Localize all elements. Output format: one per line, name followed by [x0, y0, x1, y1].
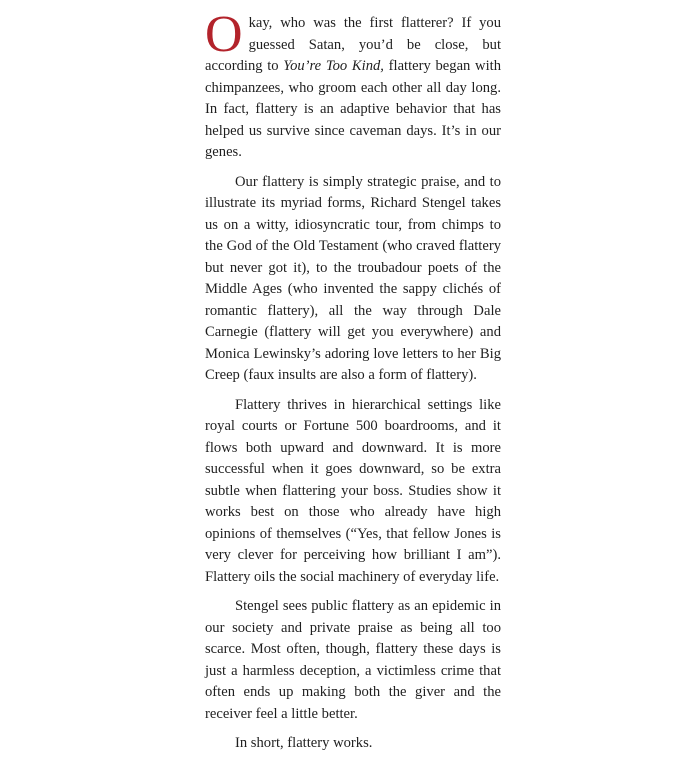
paragraph-5: In short, flattery works. [235, 735, 373, 751]
paragraph-4: Stengel sees public flattery as an epidemic in our society and private praise as being all too scarce. Most often, though, flattery these days is just a harmless deception, a victimless crime that often ends up making both the giver and the receiver feel a little better. [205, 598, 501, 722]
paragraph-1-text-a: kay, who was the first flatterer? If you guessed Satan, you’d be close, but according to [205, 15, 501, 74]
drop-cap: O [205, 6, 243, 63]
paragraph-3: Flattery thrives in hierarchical settings like royal courts or Fortune 500 boardrooms, and it flows both upward and downward. It is more successful when it goes downward, so be extra subtle when flattering your boss. Studies show it works best on those who already have high opinions of themselves (“Yes, that fellow Jones is very clever for perceiving how brilliant I am”). Flattery oils the social machinery of everyday life. [205, 396, 501, 585]
paragraph-2: Our flattery is simply strategic praise, and to illustrate its myriad forms, Richard Stengel takes us on a witty, idiosyncratic tour, from chimps to the God of the Old Testament (who craved flattery but never got it), to the troubadour poets of the Middle Ages (who invented the sappy clichés of romantic flattery), all the way through Dale Carnegie (flattery will get you everywhere) and Monica Lewinsky’s adoring love letters to her Big Creep (faux insults are also a form of flattery). [205, 173, 501, 383]
paragraph-1 [205, 6, 501, 164]
text-column [205, 6, 501, 763]
book-title: You’re Too Kind, [283, 58, 384, 74]
paragraph-1-text-b: flattery began with chimpanzees, who groom each other all day long. In fact, flattery is an adaptive behavior that has helped us survive since caveman days. It’s in our genes. [205, 58, 501, 160]
